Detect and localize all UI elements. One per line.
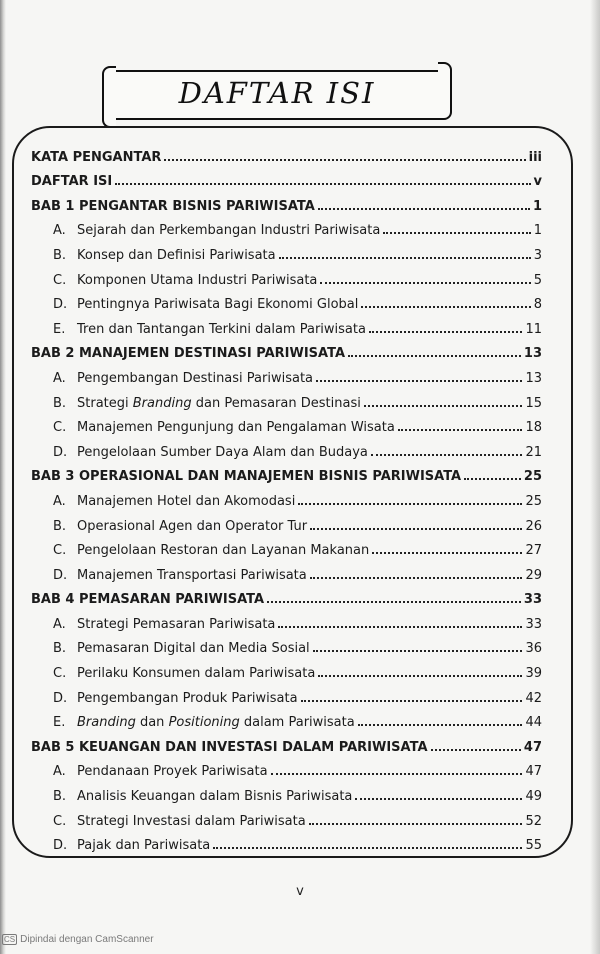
toc-entry-letter: D.: [53, 838, 68, 854]
toc-leader-dots: [371, 454, 523, 456]
toc-leader-dots: [348, 355, 521, 357]
toc-entry-title: KATA PENGANTAR: [31, 149, 162, 165]
toc-entry-title: Komponen Utama Industri Pariwisata: [77, 272, 318, 288]
toc-entry-title: Pendanaan Proyek Pariwisata: [77, 764, 268, 780]
toc-entry-row: [31, 755, 542, 780]
toc-leader-dots: [355, 798, 522, 800]
toc-page-number: 13: [523, 346, 542, 362]
toc-leader-dots: [316, 380, 522, 382]
toc-leader-dots: [369, 331, 523, 333]
toc-entry-letter: B.: [53, 641, 67, 657]
page-title: DAFTAR ISI: [178, 76, 376, 110]
toc-entry-letter: B.: [53, 395, 67, 411]
toc-page-number: 1: [533, 223, 542, 239]
toc-entry-title: Pentingnya Pariwisata Bagi Ekonomi Global: [77, 297, 359, 313]
toc-leader-dots: [364, 405, 523, 407]
toc-leader-dots: [278, 626, 522, 628]
toc-entry-title: BAB 2 MANAJEMEN DESTINASI PARIWISATA: [31, 346, 346, 362]
toc-entry-row: [31, 263, 542, 288]
toc-entry-title: Manajemen Hotel dan Akomodasi: [77, 493, 296, 509]
toc-heading-row: [31, 165, 542, 190]
toc-entry-row: [31, 681, 542, 706]
toc-entry-row: [31, 706, 542, 731]
toc-entry-title: Pajak dan Pariwisata: [77, 838, 211, 854]
toc-heading-row: [31, 583, 542, 608]
toc-entry-letter: A.: [53, 493, 66, 509]
toc-title-part: dan Pemasaran Destinasi: [191, 395, 361, 411]
toc-entry-letter: B.: [53, 518, 67, 534]
toc-entry-row: [31, 484, 542, 509]
toc-entry-title: Pengelolaan Sumber Daya Alam dan Budaya: [77, 444, 368, 460]
toc-entry-letter: B.: [53, 247, 67, 263]
toc-page-number: 1: [532, 198, 542, 214]
scanner-watermark: [2, 934, 154, 945]
toc-entry-title: Pengembangan Produk Pariwisata: [77, 690, 298, 706]
toc-leader-dots: [164, 159, 525, 161]
toc-title-part: dan: [135, 715, 169, 731]
toc-leader-dots: [318, 675, 522, 677]
toc-page-number: 39: [525, 666, 542, 682]
toc-entry-letter: B.: [53, 789, 67, 805]
toc-entry-title: [77, 396, 361, 411]
toc-entry-row: [31, 238, 542, 263]
toc-page-number: 18: [525, 420, 542, 436]
toc-entry-row: [31, 607, 542, 632]
toc-title-part: Positioning: [168, 715, 240, 731]
toc-entry-letter: D.: [53, 690, 68, 706]
toc-entry-letter: C.: [53, 272, 67, 288]
toc-leader-dots: [361, 306, 530, 308]
toc-entry-title: Strategi Pemasaran Pariwisata: [77, 616, 276, 632]
toc-entry-row: [31, 656, 542, 681]
camscanner-logo-icon: CS: [4, 935, 16, 944]
page-number: v: [296, 884, 304, 899]
toc-page-number: 15: [525, 395, 542, 411]
toc-entry-row: [31, 779, 542, 804]
toc-page-number: 11: [525, 321, 542, 337]
toc-leader-dots: [298, 503, 522, 505]
toc-entry-title: [77, 715, 355, 730]
toc-entry-row: [31, 361, 542, 386]
toc-page-number: 26: [525, 518, 542, 534]
toc-heading-row: [31, 337, 542, 362]
toc-leader-dots: [309, 823, 523, 825]
page-binding-shadow: [0, 0, 6, 954]
table-of-contents: [31, 140, 542, 853]
toc-entry-title: Perilaku Konsumen dalam Pariwisata: [77, 666, 316, 682]
toc-entry-row: [31, 804, 542, 829]
toc-entry-title: BAB 1 PENGANTAR BISNIS PARIWISATA: [31, 198, 315, 214]
toc-page-number: 21: [525, 444, 542, 460]
toc-page-number: 25: [523, 469, 542, 485]
toc-entry-row: [31, 386, 542, 411]
toc-heading-row: [31, 460, 542, 485]
toc-entry-title: DAFTAR ISI: [31, 174, 113, 190]
toc-entry-title: Konsep dan Definisi Pariwisata: [77, 247, 276, 263]
toc-leader-dots: [372, 552, 522, 554]
toc-page-number: 49: [525, 789, 542, 805]
toc-leader-dots: [271, 773, 523, 775]
toc-entry-title: Pengelolaan Restoran dan Layanan Makanan: [77, 543, 370, 559]
toc-entry-letter: C.: [53, 543, 67, 559]
toc-page-number: v: [533, 174, 542, 190]
toc-entry-title: Sejarah dan Perkembangan Industri Pariwisata: [77, 223, 381, 239]
toc-entry-row: [31, 534, 542, 559]
toc-entry-letter: E.: [53, 715, 66, 731]
toc-page-number: 3: [533, 247, 542, 263]
toc-leader-dots: [398, 429, 523, 431]
toc-entry-title: BAB 4 PEMASARAN PARIWISATA: [31, 592, 265, 608]
toc-entry-title: BAB 5 KEUANGAN DAN INVESTASI DALAM PARIWISATA: [31, 739, 428, 755]
toc-leader-dots: [213, 847, 522, 849]
toc-entry-letter: D.: [53, 297, 68, 313]
toc-entry-row: [31, 288, 542, 313]
toc-entry-letter: D.: [53, 444, 68, 460]
title-banner: [112, 70, 442, 120]
toc-entry-row: [31, 632, 542, 657]
page-edge-shadow: [590, 0, 600, 954]
toc-entry-title: Operasional Agen dan Operator Tur: [77, 518, 308, 534]
watermark-text: Dipindai dengan CamScanner: [20, 934, 154, 945]
toc-leader-dots: [115, 183, 530, 185]
toc-heading-row: [31, 189, 542, 214]
toc-page-number: 47: [525, 764, 542, 780]
toc-entry-letter: D.: [53, 567, 68, 583]
toc-page-number: 47: [523, 739, 542, 755]
toc-entry-title: Pemasaran Digital dan Media Sosial: [77, 641, 310, 657]
toc-leader-dots: [313, 650, 523, 652]
toc-leader-dots: [383, 232, 530, 234]
toc-leader-dots: [267, 601, 521, 603]
toc-entry-row: [31, 558, 542, 583]
toc-entry-letter: C.: [53, 666, 67, 682]
toc-title-part: Strategi: [77, 395, 133, 411]
toc-heading-row: [31, 730, 542, 755]
toc-page-number: 42: [525, 690, 542, 706]
toc-entry-letter: E.: [53, 321, 66, 337]
toc-entry-title: Pengembangan Destinasi Pariwisata: [77, 370, 314, 386]
toc-entry-letter: C.: [53, 420, 67, 436]
toc-entry-title: Manajemen Transportasi Pariwisata: [77, 567, 307, 583]
toc-title-part: dalam Pariwisata: [239, 715, 355, 731]
toc-leader-dots: [318, 208, 530, 210]
toc-page-number: 52: [525, 813, 542, 829]
toc-page-number: 33: [525, 616, 542, 632]
toc-title-part: Branding: [132, 395, 192, 411]
toc-entry-letter: A.: [53, 616, 66, 632]
toc-entry-letter: A.: [53, 370, 66, 386]
toc-entry-letter: C.: [53, 813, 67, 829]
toc-leader-dots: [301, 700, 523, 702]
banner-scroll-right: [438, 62, 452, 120]
toc-entry-letter: A.: [53, 223, 66, 239]
toc-leader-dots: [310, 528, 522, 530]
toc-page-number: 25: [525, 493, 542, 509]
toc-entry-row: [31, 829, 542, 854]
toc-entry-title: Analisis Keuangan dalam Bisnis Pariwisata: [77, 789, 353, 805]
toc-entry-title: BAB 3 OPERASIONAL DAN MANAJEMEN BISNIS PARIWISATA: [31, 469, 462, 485]
toc-page-number: 13: [525, 370, 542, 386]
toc-entry-letter: A.: [53, 764, 66, 780]
toc-page-number: iii: [528, 149, 542, 165]
toc-page-number: 44: [525, 715, 542, 731]
toc-page-number: 8: [533, 297, 542, 313]
toc-leader-dots: [320, 282, 530, 284]
toc-entry-title: Manajemen Pengunjung dan Pengalaman Wisata: [77, 420, 395, 436]
toc-entry-title: Tren dan Tantangan Terkini dalam Pariwisata: [77, 321, 366, 337]
toc-page-number: 5: [533, 272, 542, 288]
toc-entry-row: [31, 214, 542, 239]
toc-entry-title: Strategi Investasi dalam Pariwisata: [77, 813, 306, 829]
toc-page-number: 33: [523, 592, 542, 608]
toc-leader-dots: [431, 749, 521, 751]
toc-heading-row: [31, 140, 542, 165]
toc-page-number: 36: [525, 641, 542, 657]
toc-leader-dots: [279, 257, 531, 259]
toc-entry-row: [31, 435, 542, 460]
toc-entry-row: [31, 312, 542, 337]
toc-page-number: 55: [525, 838, 542, 854]
toc-page-number: 29: [525, 567, 542, 583]
toc-title-part: Branding: [77, 715, 136, 731]
toc-leader-dots: [464, 478, 521, 480]
toc-leader-dots: [358, 724, 523, 726]
toc-page-number: 27: [525, 543, 542, 559]
toc-leader-dots: [310, 577, 523, 579]
toc-entry-row: [31, 411, 542, 436]
toc-entry-row: [31, 509, 542, 534]
